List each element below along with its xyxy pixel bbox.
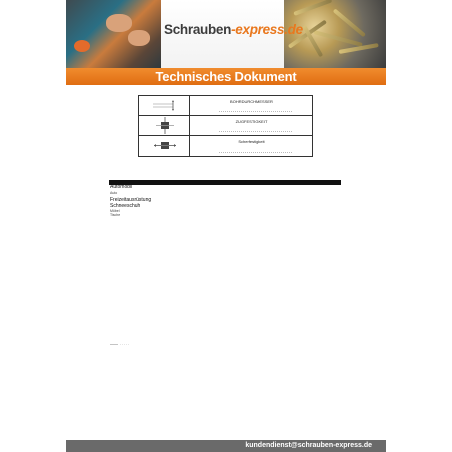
- logo-text-main: Schrauben: [164, 22, 232, 37]
- logo-text-domain: -express.de: [231, 22, 303, 37]
- spec-value-line: [219, 131, 292, 132]
- list-item: Möbel: [110, 209, 120, 214]
- document-page: [66, 0, 386, 452]
- spec-value-line: [219, 111, 292, 112]
- spec-row: [139, 116, 312, 136]
- list-item: Automobil: [110, 184, 133, 190]
- contact-email-link[interactable]: kundendienst@schrauben-express.de: [245, 442, 372, 449]
- drill-diameter-icon: [139, 96, 190, 115]
- spec-label: BOHRDURCHMESSER: [230, 99, 273, 104]
- spec-value-line: [219, 152, 292, 153]
- spec-table: [138, 95, 313, 157]
- company-logo[interactable]: [164, 22, 303, 37]
- footnote: [110, 343, 130, 347]
- list-item: Freizeitausrüstung: [110, 196, 152, 203]
- list-item: Auto: [110, 190, 118, 195]
- tensile-strength-icon: [139, 116, 190, 135]
- spec-label: Scherfestigkeit: [238, 139, 265, 144]
- applications-list: [110, 185, 151, 217]
- document-title: Technisches Dokument: [155, 69, 297, 84]
- footer-bar: [66, 440, 386, 452]
- list-item: Tische: [110, 213, 121, 218]
- list-item: Schneeschuh: [110, 202, 141, 209]
- spec-row: [139, 96, 312, 116]
- tools-photo: [66, 0, 161, 68]
- spec-row: [139, 136, 312, 156]
- spec-label: ZUGFESTIGKEIT: [235, 119, 268, 124]
- shear-strength-icon: [139, 136, 190, 156]
